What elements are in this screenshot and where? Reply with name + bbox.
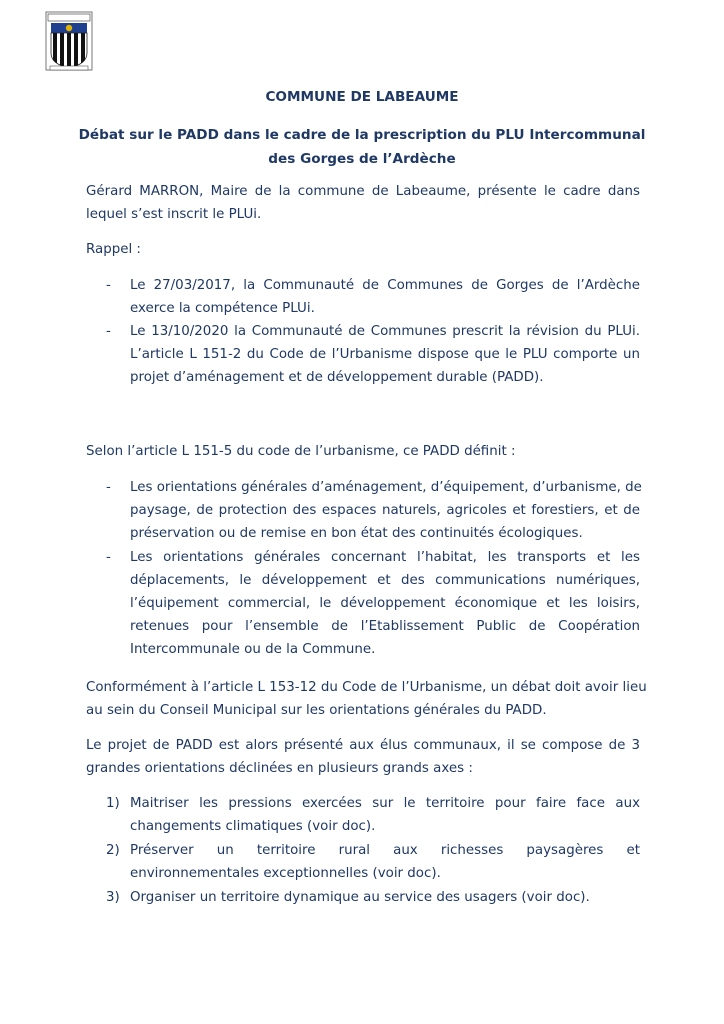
text-line: Selon l’article L 151-5 du code de l’urbanisme, ce PADD définit : (86, 444, 516, 459)
document-subtitle (0, 123, 724, 171)
text-line: déplacements, le développement et des communications numériques, (130, 573, 640, 588)
conformement-paragraph (86, 676, 647, 722)
selon-paragraph (86, 440, 640, 463)
text-line: lequel s’est inscrit le PLUi. (86, 207, 262, 222)
list-marker: - (106, 550, 111, 565)
list-marker: 2) (106, 843, 120, 858)
text-line: Les orientations générales concernant l’habitat, les transports et les (130, 550, 640, 565)
subtitle-line: Débat sur le PADD dans le cadre de la prescription du PLU Intercommunal (78, 127, 646, 143)
text-line: Conformément à l’article L 153-12 du Code de l’Urbanisme, un débat doit avoir lieu (86, 680, 647, 695)
text-line: préservation ou de remise en bon état des continuités écologiques. (130, 526, 583, 541)
list-marker: - (106, 480, 111, 495)
text-line: retenues pour l’ensemble de l’Etablissement Public de Coopération (130, 619, 640, 634)
text-line: l’équipement commercial, le développement économique et les loisirs, (130, 596, 640, 611)
subtitle-line: des Gorges de l’Ardèche (268, 151, 456, 167)
text-line: Préserver un territoire rural aux richesses paysagères et (130, 843, 640, 858)
text-line: paysage, de protection des espaces naturels, agricoles et forestiers, et de (130, 503, 640, 518)
text-line: Maitriser les pressions exercées sur le territoire pour faire face aux (130, 796, 640, 811)
intro-paragraph (86, 180, 640, 226)
text-line: Gérard MARRON, Maire de la commune de Labeaume, présente le cadre dans (86, 184, 640, 199)
text-line: Les orientations générales d’aménagement, d’équipement, d’urbanisme, de (130, 480, 642, 495)
text-line: Organiser un territoire dynamique au service des usagers (voir doc). (130, 890, 590, 905)
text-line: Intercommunale ou de la Commune. (130, 642, 376, 657)
commune-coat-of-arms-logo (44, 11, 94, 73)
text-line: L’article L 151-2 du Code de l’Urbanisme dispose que le PLU comporte un (130, 347, 640, 362)
text-line: Rappel : (86, 242, 141, 257)
text-line: changements climatiques (voir doc). (130, 819, 376, 834)
list-marker: 3) (106, 890, 120, 905)
list-marker: - (106, 324, 111, 339)
text-line: exerce la compétence PLUi. (130, 301, 315, 316)
text-line: grandes orientations déclinées en plusieurs grands axes : (86, 761, 473, 776)
document-title: COMMUNE DE LABEAUME (265, 89, 459, 105)
text-line: environnementales exceptionnelles (voir doc). (130, 866, 441, 881)
list-marker: - (106, 278, 111, 293)
text-line: Le projet de PADD est alors présenté aux élus communaux, il se compose de 3 (86, 738, 640, 753)
projet-paragraph (86, 734, 640, 780)
text-line: projet d’aménagement et de développement durable (PADD). (130, 370, 544, 385)
text-line: Le 27/03/2017, la Communauté de Communes de Gorges de l’Ardèche (130, 278, 640, 293)
list-marker: 1) (106, 796, 120, 811)
rappel-label (86, 238, 640, 261)
text-line: au sein du Conseil Municipal sur les orientations générales du PADD. (86, 703, 547, 718)
text-line: Le 13/10/2020 la Communauté de Communes prescrit la révision du PLUi. (130, 324, 640, 339)
